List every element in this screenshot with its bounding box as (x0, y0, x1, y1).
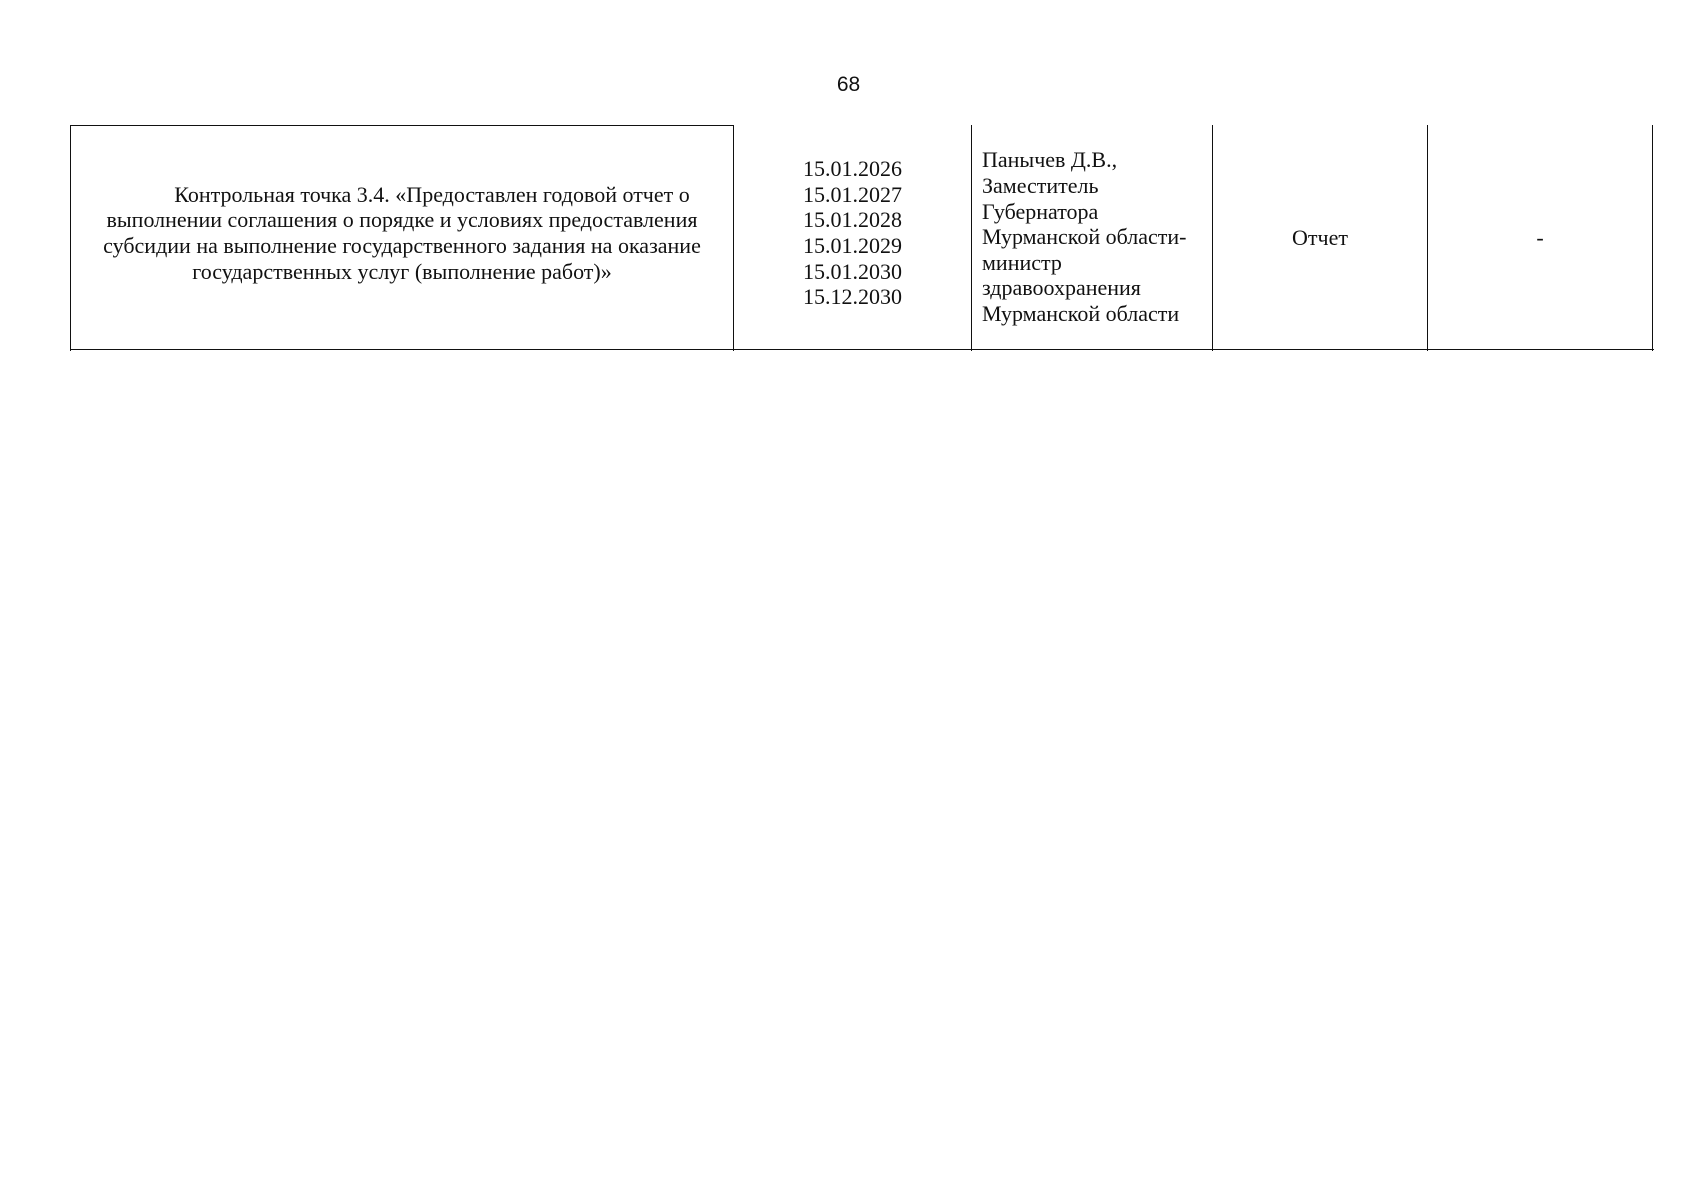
responsible-line: Заместитель (982, 173, 1099, 199)
control-point-description: Контрольная точка 3.4. «Предоставлен годовой отчет о выполнении соглашения о порядке и условиях предоставления субсидии на выполнение государственного задания на оказание государственных услуг (выполнение работ)» (103, 181, 701, 284)
deadline-date: 15.12.2030 (803, 284, 902, 310)
table-bottom-border (70, 349, 1654, 350)
document-type: Отчет (1292, 225, 1348, 251)
responsible-line: Мурманской области (982, 300, 1180, 326)
responsible-person-cell (971, 125, 1212, 351)
responsible-line: министр (982, 249, 1062, 275)
deadline-date: 15.01.2028 (803, 207, 902, 233)
info-system-cell (1427, 125, 1652, 351)
deadline-date: 15.01.2027 (803, 181, 902, 207)
responsible-line: здравоохранения (982, 275, 1141, 301)
deadline-date: 15.01.2026 (803, 156, 902, 182)
control-points-table (70, 125, 1654, 351)
table-right-border (1652, 125, 1653, 351)
deadline-date: 15.01.2029 (803, 233, 902, 258)
document-type-cell (1212, 125, 1427, 351)
responsible-line: Панычев Д.В., (982, 147, 1118, 173)
deadline-date: 15.01.2030 (803, 258, 902, 284)
responsible-person (982, 147, 1186, 326)
info-system-value: - (1536, 225, 1544, 251)
responsible-line: Мурманской области- (982, 224, 1187, 250)
control-point-description-cell (70, 125, 733, 351)
deadline-date-list (803, 156, 902, 310)
deadline-dates-cell (733, 125, 971, 351)
page-number: 68 (836, 73, 861, 96)
responsible-line: Губернатора (982, 198, 1099, 224)
